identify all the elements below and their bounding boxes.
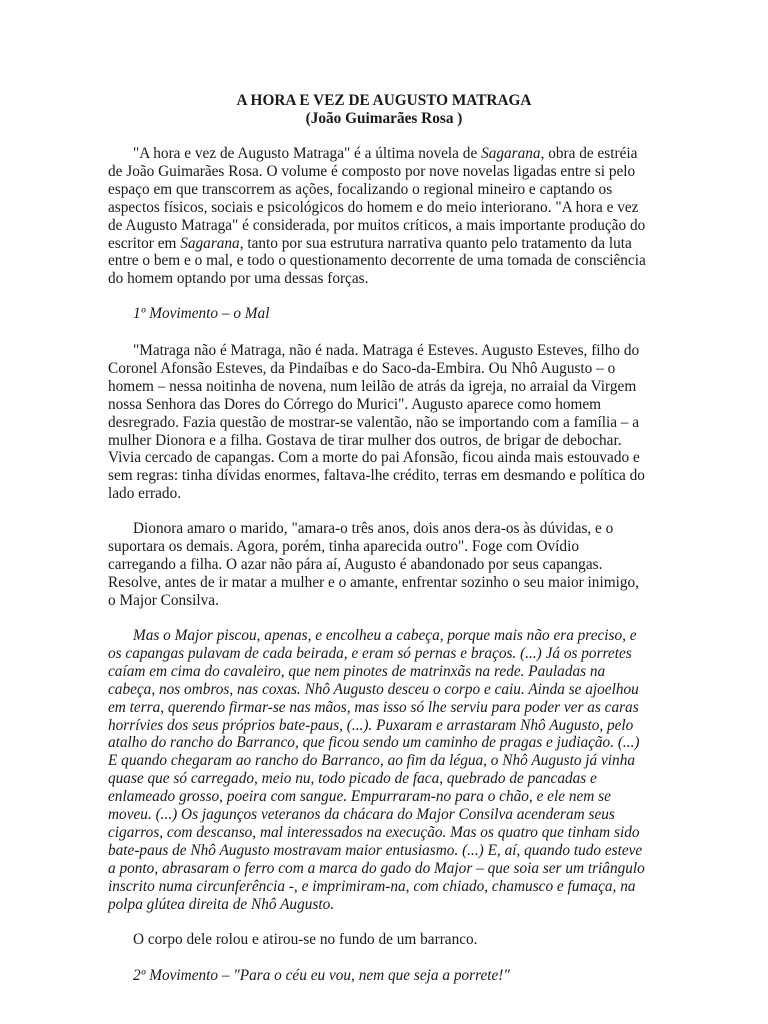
paragraph-line: Dionora amaro o marido, "amara-o três anos, dois anos dera-os às dúvidas, e o	[133, 520, 614, 537]
paragraph-corpo	[108, 931, 660, 949]
paragraph-dionora	[108, 520, 660, 610]
paragraph-line: homem – nessa noitinha de novena, num leilão de atrás da igreja, no arraial da Virgem	[108, 377, 637, 395]
paragraph-line: E quando chegaram ao rancho do Barranco, ao fim da légua, o Nhô Augusto já vinha	[108, 752, 636, 770]
section-heading: 1º Movimento – o Mal	[133, 305, 270, 322]
paragraph-line: quase que só carregado, meio nu, todo picado de faca, quebrado de pancadas e	[108, 770, 597, 788]
paragraph-matraga	[108, 342, 660, 503]
paragraph-line: bate-paus de Nhô Augusto mostravam maior entusiasmo. (...) E, aí, quando tudo esteve	[108, 841, 643, 859]
section-heading-2	[108, 967, 660, 985]
paragraph-line: horrívies dos seus próprios bate-paus, (...). Puxaram e arrastaram Nhô Augusto, pelo	[108, 716, 634, 734]
paragraph-line: "A hora e vez de Augusto Matraga" é a última novela de Sagarana, obra de estréia	[133, 145, 638, 162]
paragraph-line: enlameado grosso, poeira com sangue. Empurraram-no para o chão, e ele nem se	[108, 788, 611, 806]
paragraph-line: Mas o Major piscou, apenas, e encolheu a cabeça, porque mais não era preciso, e	[133, 627, 637, 644]
document-title: A HORA E VEZ DE AUGUSTO MATRAGA	[236, 92, 532, 109]
paragraph-line: Resolve, antes de ir matar a mulher e o amante, enfrentar sozinho o seu maior inimigo,	[108, 573, 639, 591]
paragraph-line: nossa Senhora das Dores do Córrego do Murici". Augusto aparece como homem	[108, 395, 602, 413]
paragraph-line: carregando a filha. O azar não pára aí, Augusto é abandonado por seus capangas.	[108, 555, 603, 573]
paragraph-line: "Matraga não é Matraga, não é nada. Matraga é Esteves. Augusto Esteves, filho do	[133, 342, 640, 359]
section-heading-1	[108, 305, 660, 323]
paragraph-line: entre o bem e o mal, e todo o questionamento decorrente de uma tomada de consciência	[108, 252, 646, 270]
paragraph-line: lado errado.	[108, 485, 182, 503]
paragraph-line: espaço em que transcorrem as ações, focalizando o regional mineiro e captando os	[108, 180, 613, 198]
paragraph-line: inscrito numa circunferência -, e imprimiram-na, com chiado, chamusco e fumaça, na	[108, 877, 636, 895]
paragraph-line: de Augusto Matraga" é considerada, por muitos críticos, a mais importante produção do	[108, 216, 646, 234]
paragraph-line: Vivia cercado de capangas. Com a morte do pai Afonsão, ficou ainda mais estouvado e	[108, 449, 640, 467]
paragraph-line: moveu. (...) Os jagunços veteranos da chácara do Major Consilva acenderam seus	[108, 806, 615, 824]
paragraph-line: a ponto, abrasaram o ferro com a marca do gado do Major – que soia ser um triângulo	[108, 859, 645, 877]
paragraph-line: aspectos físicos, sociais e psicológicos do homem e do meio interiorano. "A hora e vez	[108, 198, 639, 216]
paragraph-line: caíam em cima do cavaleiro, que nem pinotes de matrinxãs na rede. Pauladas na	[108, 662, 606, 680]
paragraph-line: os capangas pulavam de cada beirada, e eram só pernas e braços. (...) Já os porretes	[108, 644, 632, 662]
paragraph-line: polpa glútea direita de Nhô Augusto.	[108, 895, 335, 913]
section-heading: 2º Movimento – "Para o céu eu vou, nem que seja a porrete!"	[133, 967, 510, 984]
paragraph-line: atalho do rancho do Barranco, que ficou sendo um caminho de pragas e judiação. (...)	[108, 734, 640, 752]
paragraph-line: O corpo dele rolou e atirou-se no fundo de um barranco.	[133, 931, 478, 948]
paragraph-quote	[108, 627, 660, 914]
paragraph-line: o Major Consilva.	[108, 591, 219, 609]
paragraph-line: escritor em Sagarana, tanto por sua estrutura narrativa quanto pelo tratamento da luta	[108, 234, 632, 252]
paragraph-line: em terra, querendo firmar-se nas mãos, mas isso só lhe serviu para poder ver as caras	[108, 698, 639, 716]
document-subtitle: (João Guimarães Rosa )	[305, 110, 463, 127]
paragraph-line: cigarros, com descanso, mal interessados na execução. Mas os quatro que tinham sido	[108, 823, 640, 841]
paragraph-line: Coronel Afonsão Esteves, da Pindaíbas e do Saco-da-Embira. Ou Nhô Augusto – o	[108, 359, 616, 377]
paragraph-line: mulher Dionora e a filha. Gostava de tirar mulher dos outros, de brigar de debochar.	[108, 431, 622, 449]
paragraph-line: sem regras: tinha dívidas enormes, faltava-lhe crédito, terras em desmando e política do	[108, 467, 645, 485]
paragraph-line: de João Guimarães Rosa. O volume é composto por nove novelas ligadas entre si pelo	[108, 162, 636, 180]
paragraph-line: desregrado. Fazia questão de mostrar-se valentão, não se importando com a família – a	[108, 413, 640, 431]
paragraph-line: cabeça, nos ombros, nas coxas. Nhô Augusto desceu o corpo e caiu. Ainda se ajoelhou	[108, 680, 639, 698]
paragraph-line: do homem optando por uma dessas forças.	[108, 270, 369, 288]
paragraph-line: suportara os demais. Agora, porém, tinha aparecida outro". Foge com Ovídio	[108, 537, 579, 555]
paragraph-intro	[108, 145, 660, 288]
title-block	[108, 92, 660, 128]
